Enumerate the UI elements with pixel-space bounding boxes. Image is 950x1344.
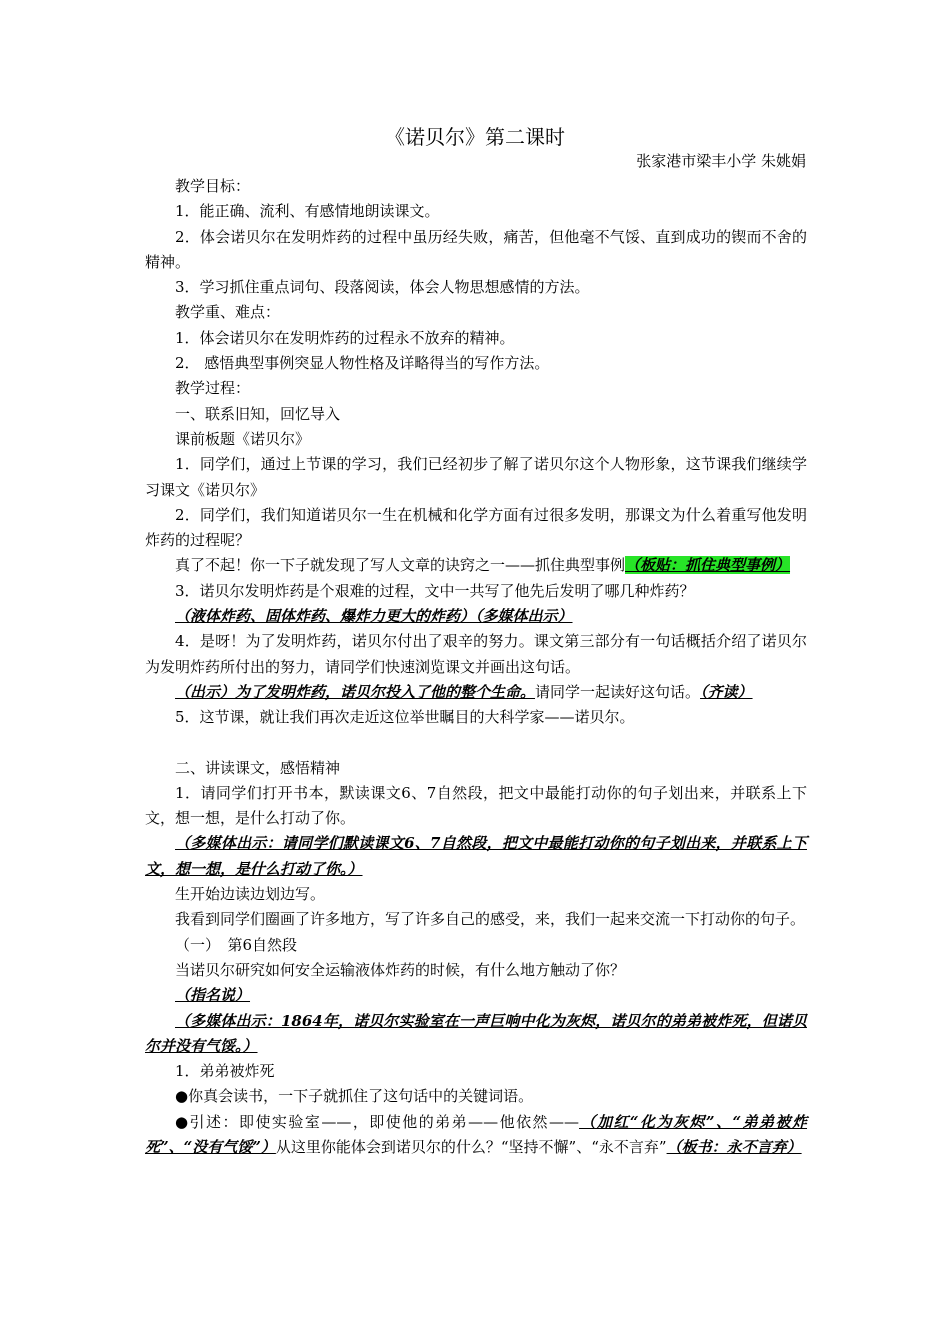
- key-points-heading: 教学重、难点：: [175, 303, 281, 322]
- paragraph: ●你真会读书，一下子就抓住了这句话中的关键词语。: [175, 1087, 534, 1106]
- paragraph: 当诺贝尔研究如何安全运输液体炸药的时候，有什么地方触动了你？: [175, 960, 626, 979]
- paragraph: 1．同学们，通过上节课的学习，我们已经初步了解了诺贝尔这个人物形象，这节课我们继续学习课文《诺贝尔》: [145, 455, 807, 499]
- paragraph: 我看到同学们圈画了许多地方，写了许多自己的感受，来，我们一起来交流一下打动你的句子。: [175, 910, 806, 929]
- paragraph: 5．这节课，就让我们再次走近这位举世瞩目的大科学家——诺贝尔。: [175, 708, 635, 727]
- objective-3: 3．学习抓住重点词句、段落阅读，体会人物思想感情的方法。: [175, 278, 590, 297]
- teaching-note: （多媒体出示：请同学们默读课文6、7自然段，把文中最能打动你的句子划出来，并联系上下文，想一想，是什么打动了你。）: [145, 834, 807, 878]
- paragraph: 2．同学们，我们知道诺贝尔一生在机械和化学方面有过很多发明，那课文为什么着重写他发明炸药的过程呢？: [145, 505, 807, 550]
- teaching-note: （加红“化为灰烬”、“弟弟被炸死”、“没有气馁”）: [145, 1112, 808, 1156]
- paragraph: ●引述：即使实验室——，即使他的弟弟——他依然——（加红“化为灰烬”、“弟弟被炸死”、“没有气馁”）从这里你能体会到诺贝尔的什么？“坚持不懈”、“永不言弃”（板书：永不言弃）: [145, 1112, 808, 1156]
- highlighted-board-note: （板贴：抓住典型事例）: [625, 556, 791, 575]
- spacer: [145, 731, 807, 756]
- board-title-note: 课前板题《诺贝尔》: [175, 429, 311, 448]
- objectives-heading: 教学目标：: [175, 177, 251, 195]
- key-point-2: 2． 感悟典型事例突显人物性格及详略得当的写作方法。: [175, 354, 550, 373]
- paragraph: 真了不起！你一下子就发现了写人文章的诀窍之一——抓住典型事例（板贴：抓住典型事例）: [175, 556, 791, 575]
- teaching-note: （板书：永不言弃）: [666, 1137, 802, 1156]
- paragraph: 生开始边读边划边写。: [175, 885, 326, 904]
- author-line: 张家港市梁丰小学 朱姚娟: [636, 152, 806, 170]
- subsection-heading: （一） 第6自然段: [175, 935, 298, 954]
- objective-2: 2．体会诺贝尔在发明炸药的过程中虽历经失败，痛苦，但他毫不气馁、直到成功的锲而不舍的精神。: [145, 227, 807, 271]
- objective-1: 1．能正确、流利、有感情地朗读课文。: [175, 202, 440, 221]
- document-title: 《诺贝尔》第二课时: [385, 125, 565, 149]
- teaching-note: （多媒体出示：1864年，诺贝尔实验室在一声巨响中化为灰烬，诺贝尔的弟弟被炸死，但诺贝尔并没有气馁。）: [145, 1011, 807, 1055]
- section-2-heading: 二、讲读课文，感悟精神: [175, 758, 341, 777]
- teaching-note: （液体炸药、固体炸药、爆炸力更大的炸药）（多媒体出示）: [175, 607, 573, 626]
- paragraph: 1．弟弟被炸死: [175, 1062, 275, 1081]
- section-1-heading: 一、联系旧知，回忆导入: [175, 404, 341, 423]
- paragraph: 3．诺贝尔发明炸药是个艰难的过程，文中一共写了他先后发明了哪几种炸药？: [175, 581, 695, 600]
- paragraph: 1．请同学们打开书本，默读课文6、7自然段，把文中最能打动你的句子划出来，并联系上下文，想一想，是什么打动了你。: [145, 783, 807, 828]
- teaching-note: （出示）为了发明炸药，诺贝尔投入了他的整个生命。: [175, 682, 536, 701]
- document-body: [145, 174, 807, 1160]
- paragraph: （出示）为了发明炸药，诺贝尔投入了他的整个生命。请同学一起读好这句话。（齐读）: [175, 682, 753, 701]
- teaching-note: （齐读）: [700, 682, 753, 701]
- paragraph: 4．是呀！为了发明炸药，诺贝尔付出了艰辛的努力。课文第三部分有一句话概括介绍了诺贝尔为发明炸药所付出的努力，请同学们快速浏览课文并画出这句话。: [145, 632, 807, 676]
- process-heading: 教学过程：: [175, 379, 251, 398]
- key-point-1: 1．体会诺贝尔在发明炸药的过程永不放弃的精神。: [175, 328, 515, 347]
- teaching-note: （指名说）: [175, 986, 251, 1005]
